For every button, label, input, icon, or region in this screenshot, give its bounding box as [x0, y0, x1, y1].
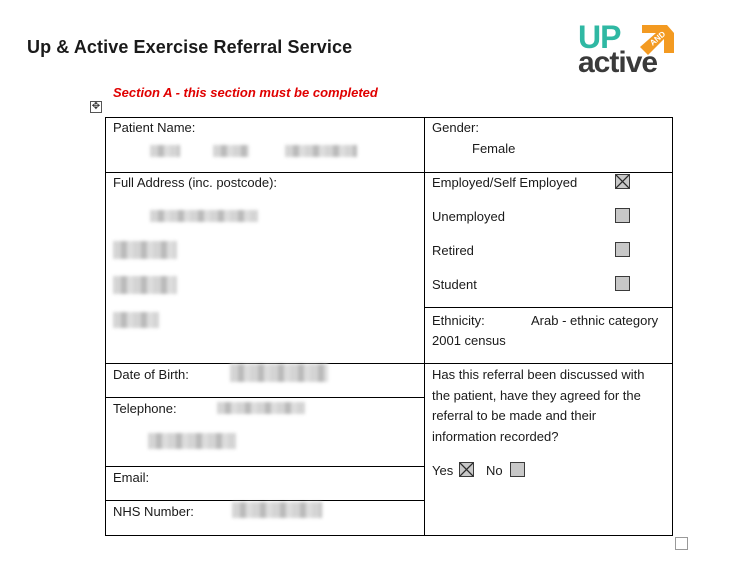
- address-line-redacted: [113, 241, 177, 259]
- logo-up-text: UP: [578, 19, 621, 55]
- address-postcode-redacted: [113, 312, 159, 328]
- up-and-active-logo: [578, 19, 678, 79]
- unemployed-checkbox[interactable]: [615, 208, 630, 223]
- ethnicity-value[interactable]: Arab - ethnic category: [531, 313, 659, 328]
- row-divider: [105, 363, 673, 364]
- row-divider: [425, 307, 673, 308]
- consent-question-line: Has this referral been discussed with: [432, 367, 645, 382]
- row-divider: [105, 397, 425, 398]
- retired-checkbox[interactable]: [615, 242, 630, 257]
- table-resize-handle-icon[interactable]: [675, 537, 688, 550]
- employment-option-label: Student: [432, 277, 477, 292]
- telephone-redacted: [217, 402, 305, 414]
- table-border-bottom: [105, 535, 673, 536]
- student-checkbox[interactable]: [615, 276, 630, 291]
- employment-option-label: Retired: [432, 243, 474, 258]
- employed-checkbox[interactable]: [615, 174, 630, 189]
- nhs-number-redacted: [232, 502, 322, 518]
- row-divider: [105, 466, 425, 467]
- ethnicity-value-line2: 2001 census: [432, 333, 506, 348]
- consent-question-line: referral to be made and their: [432, 408, 597, 423]
- nhs-number-label: NHS Number:: [113, 504, 194, 519]
- consent-no-label: No: [486, 463, 503, 478]
- gender-label: Gender:: [432, 120, 479, 135]
- email-label: Email:: [113, 470, 150, 485]
- ethnicity-label: Ethnicity:: [432, 313, 485, 328]
- table-border-left: [105, 117, 106, 536]
- row-divider: [105, 172, 673, 173]
- employment-option-label: Unemployed: [432, 209, 505, 224]
- telephone-alt-redacted: [148, 433, 236, 449]
- patient-name-redacted: [150, 145, 180, 157]
- consent-yes-label: Yes: [432, 463, 454, 478]
- dob-redacted: [230, 364, 328, 382]
- address-label: Full Address (inc. postcode):: [113, 175, 278, 190]
- logo-active-text: active: [578, 46, 658, 79]
- employment-option-label: Employed/Self Employed: [432, 175, 578, 190]
- telephone-label: Telephone:: [113, 401, 177, 416]
- patient-name-redacted: [285, 145, 357, 157]
- document-title: Up & Active Exercise Referral Service: [27, 37, 353, 57]
- consent-question-line: information recorded?: [432, 429, 559, 444]
- row-divider: [105, 500, 425, 501]
- consent-question-line: the patient, have they agreed for the: [432, 388, 641, 403]
- table-border-right: [672, 117, 673, 536]
- consent-no-checkbox[interactable]: [510, 462, 525, 477]
- patient-name-redacted: [213, 145, 249, 157]
- address-line-redacted: [113, 276, 177, 294]
- patient-name-label: Patient Name:: [113, 120, 196, 135]
- section-heading: Section A - this section must be completed: [113, 85, 378, 100]
- table-move-handle-icon[interactable]: ✥: [91, 101, 101, 112]
- table-border-top: [105, 117, 673, 118]
- logo-and-text: AND: [648, 29, 668, 48]
- dob-label: Date of Birth:: [113, 367, 189, 382]
- table-column-divider: [424, 117, 425, 536]
- address-line-redacted: [150, 210, 258, 222]
- consent-yes-checkbox[interactable]: [459, 462, 474, 477]
- gender-value[interactable]: Female: [472, 141, 516, 156]
